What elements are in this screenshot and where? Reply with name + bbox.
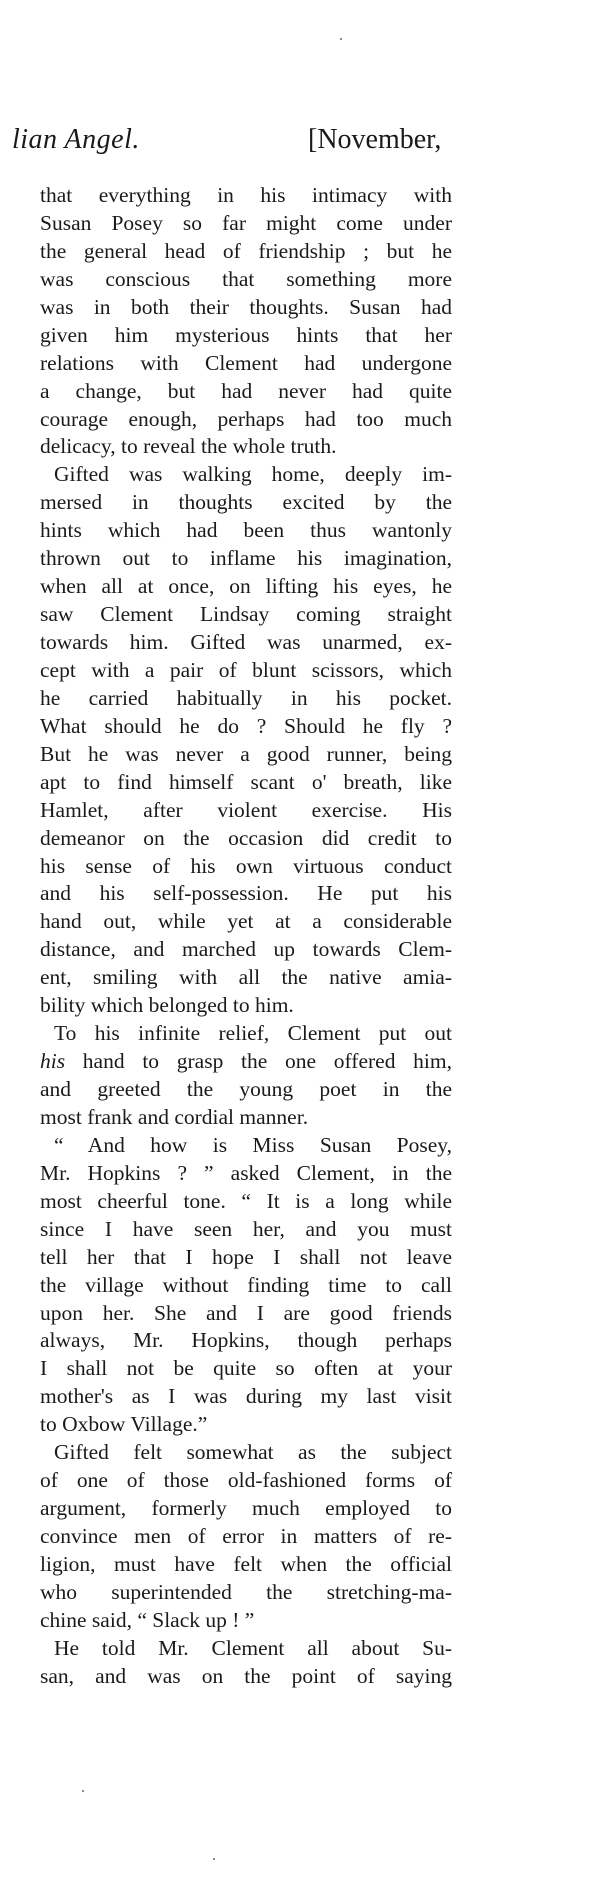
scan-speck [82, 1790, 84, 1792]
text-line: convince men of error in matters of re- [40, 1524, 452, 1548]
text-line: apt to find himself scant o' breath, like [40, 769, 452, 794]
text-line: Hamlet, after violent exercise. His [40, 797, 452, 822]
text-line: and greeted the young poet in the [40, 1077, 452, 1101]
text-line: To his infinite relief, Clement put out [54, 1021, 452, 1046]
text-line: hints which had been thus wantonly [40, 518, 452, 543]
page-date: [November, [308, 124, 442, 155]
text-line: “ And how is Miss Susan Posey, [54, 1132, 452, 1157]
text-line: mother's as I was during my last visit [40, 1384, 452, 1409]
text-line: most cheerful tone. “ It is a long while [40, 1188, 452, 1213]
text-line: was in both their thoughts. Susan had [40, 294, 452, 319]
text-line: most frank and cordial manner. [40, 1104, 309, 1129]
text-line: hand out, while yet at a considerable [40, 909, 452, 934]
text-line: when all at once, on lifting his eyes, he [40, 574, 452, 599]
text-line: thrown out to inflame his imagination, [40, 546, 452, 571]
running-title: lian Angel. [12, 124, 140, 155]
text-line: to Oxbow Village.” [40, 1412, 208, 1437]
text-line: He told Mr. Clement all about Su- [54, 1635, 452, 1660]
text-line: ent, smiling with all the native amia- [40, 965, 452, 990]
text-line: he carried habitually in his pocket. [40, 685, 452, 710]
text-line: cept with a pair of blunt scissors, which [40, 657, 452, 682]
text-line: ligion, must have felt when the official [40, 1551, 452, 1576]
text-line: chine said, “ Slack up ! ” [40, 1607, 255, 1632]
text-line: Susan Posey so far might come under [40, 210, 452, 235]
text-line: courage enough, perhaps had too much [40, 406, 452, 431]
text-line: saw Clement Lindsay coming straight [40, 602, 452, 627]
text-line: his hand to grasp the one offered him, [40, 1049, 452, 1074]
emphasized-word: his [40, 1049, 66, 1074]
text-line: the general head of friendship ; but he [40, 238, 452, 263]
text-line: always, Mr. Hopkins, though perhaps [40, 1328, 452, 1353]
text-line: tell her that I hope I shall not leave [40, 1244, 452, 1269]
text-line: But he was never a good runner, being [40, 741, 452, 766]
scan-speck [340, 38, 342, 40]
text-line: san, and was on the point of saying [40, 1663, 452, 1688]
body-text [40, 182, 452, 1691]
text-line: mersed in thoughts excited by the [40, 490, 452, 515]
text-line: the village without finding time to call [40, 1272, 452, 1297]
text-line: bility which belonged to him. [40, 993, 294, 1018]
text-line: that everything in his intimacy with [40, 183, 452, 207]
text-line: relations with Clement had undergone [40, 350, 452, 375]
text-line: Mr. Hopkins ? ” asked Clement, in the [40, 1160, 452, 1185]
text-line: his sense of his own virtuous conduct [40, 853, 452, 878]
text-line: a change, but had never had quite [40, 378, 452, 403]
text-line: who superintended the stretching-ma- [40, 1579, 452, 1604]
text-line: demeanor on the occasion did credit to [40, 825, 452, 850]
text-line: delicacy, to reveal the whole truth. [40, 434, 337, 459]
text-line: argument, formerly much employed to [40, 1496, 452, 1521]
text-line: Gifted felt somewhat as the subject [54, 1440, 452, 1465]
text-line: since I have seen her, and you must [40, 1216, 452, 1241]
text-line: What should he do ? Should he fly ? [40, 713, 452, 738]
text-line: was conscious that something more [40, 266, 452, 291]
text-line: distance, and marched up towards Clem- [40, 937, 452, 962]
text-line: given him mysterious hints that her [40, 322, 452, 347]
scan-speck [213, 1858, 215, 1860]
text-line: of one of those old-fashioned forms of [40, 1468, 452, 1493]
text-line: Gifted was walking home, deeply im- [54, 462, 452, 487]
text-line: upon her. She and I are good friends [40, 1300, 452, 1325]
text-line: towards him. Gifted was unarmed, ex- [40, 630, 452, 654]
text-line: I shall not be quite so often at your [40, 1356, 452, 1381]
text-line: and his self-possession. He put his [40, 881, 452, 906]
